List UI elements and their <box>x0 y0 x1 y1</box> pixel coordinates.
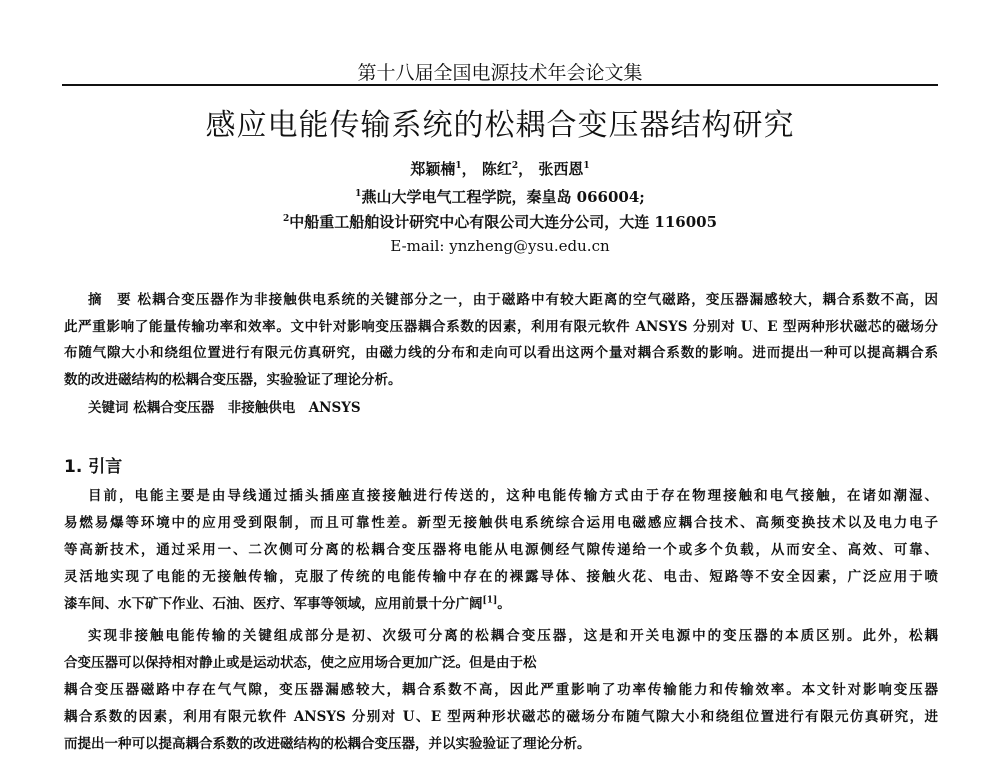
body-line: 目前，电能主要是由导线通过插头插座直接接触进行传送的，这种电能传输方式由于存在物理接触和电气接触，在诸如潮湿、 <box>88 488 938 504</box>
section-heading: 1. 引言 <box>64 457 123 477</box>
keywords: 关键词 松耦合变压器 非接触供电 ANSYS <box>88 400 361 416</box>
author-sup: 2 <box>511 161 519 171</box>
email: E-mail: ynzheng@ysu.edu.cn <box>390 237 610 255</box>
author: 陈红 <box>481 160 512 178</box>
header-rule <box>62 84 938 86</box>
body-line: 合变压器可以保持相对静止或是运动状态，使之应用场合更加广泛。但是由于松 <box>64 655 537 671</box>
running-head: 第十八届全国电源技术年会论文集 <box>357 62 643 84</box>
author-list: 郑颖楠$^1$， 陈红$^2$， 张西恩$^1$ <box>410 160 590 178</box>
body-line: 灵活地实现了电能的无接触传输，克服了传统的电能传输中存在的裸露导体、接触火花、电击、短路等不安全因素，广泛应用于喷 <box>64 569 938 585</box>
body-line: 等高新技术，通过采用一、二次侧可分离的松耦合变压器将电能从电源侧经气隙传递给一个或多个负载，从而安全、高效、可靠、 <box>64 542 938 558</box>
body-line <box>64 592 938 612</box>
author-sup: 1 <box>455 161 462 171</box>
author: 张西恩 <box>538 160 584 178</box>
affiliation-1 <box>0 186 1000 207</box>
abstract-line: 数的改进磁结构的松耦合变压器，实验验证了理论分析。 <box>64 372 402 388</box>
abstract-line: 布随气隙大小和绕组位置进行有限元仿真研究，由磁力线的分布和走向可以看出这两个量对耦合系数的影响。进而提出一种可以提高耦合系 <box>64 345 938 361</box>
author: 郑颖楠 <box>410 160 456 178</box>
body-line: 耦合系数的因素，利用有限元软件 ANSYS 分别对 U、E 型两种形状磁芯的磁场分布随气隙大小和绕组位置进行有限元仿真研究，进 <box>64 709 938 725</box>
abstract-line: 摘 要 松耦合变压器作为非接触供电系统的关键部分之一，由于磁路中有较大距离的空气磁路，变压器漏感较大，耦合系数不高，因 <box>88 292 938 308</box>
body-text: 漆车间、水下矿下作业、石油、医疗、军事等领域，应用前景十分广阔 <box>64 596 483 612</box>
abstract-line: 此严重影响了能量传输功率和效率。文中针对影响变压器耦合系数的因素，利用有限元软件 ANSYS 分别对 U、E 型两种形状磁芯的磁场分 <box>64 319 938 335</box>
affiliation-2 <box>0 211 1000 232</box>
paper-title: 感应电能传输系统的松耦合变压器结构研究 <box>205 108 795 143</box>
author-sup: 1 <box>583 161 590 171</box>
body-text: 。 <box>497 596 511 612</box>
citation: [1] <box>482 595 498 606</box>
body-line: 实现非接触电能传输的关键组成部分是初、次级可分离的松耦合变压器，这是和开关电源中的变压器的本质区别。此外，松耦 <box>88 628 938 644</box>
affiliation-sup: 1 <box>355 189 362 199</box>
body-line: 而提出一种可以提高耦合系数的改进磁结构的松耦合变压器，并以实验验证了理论分析。 <box>64 736 591 752</box>
body-line: 耦合变压器磁路中存在气气隙，变压器漏感较大，耦合系数不高，因此严重影响了功率传输能力和传输效率。本文针对影响变压器 <box>64 682 938 698</box>
body-line: 易燃易爆等环境中的应用受到限制，而且可靠性差。新型无接触供电系统综合运用电磁感应耦合技术、高频变换技术以及电力电子 <box>64 515 938 531</box>
affiliation-text: 燕山大学电气工程学院，秦皇岛 066004; <box>361 188 645 206</box>
affiliation-sup: 2 <box>282 214 290 224</box>
affiliation-text: 中船重工船舶设计研究中心有限公司大连分公司，大连 116005 <box>289 213 718 231</box>
